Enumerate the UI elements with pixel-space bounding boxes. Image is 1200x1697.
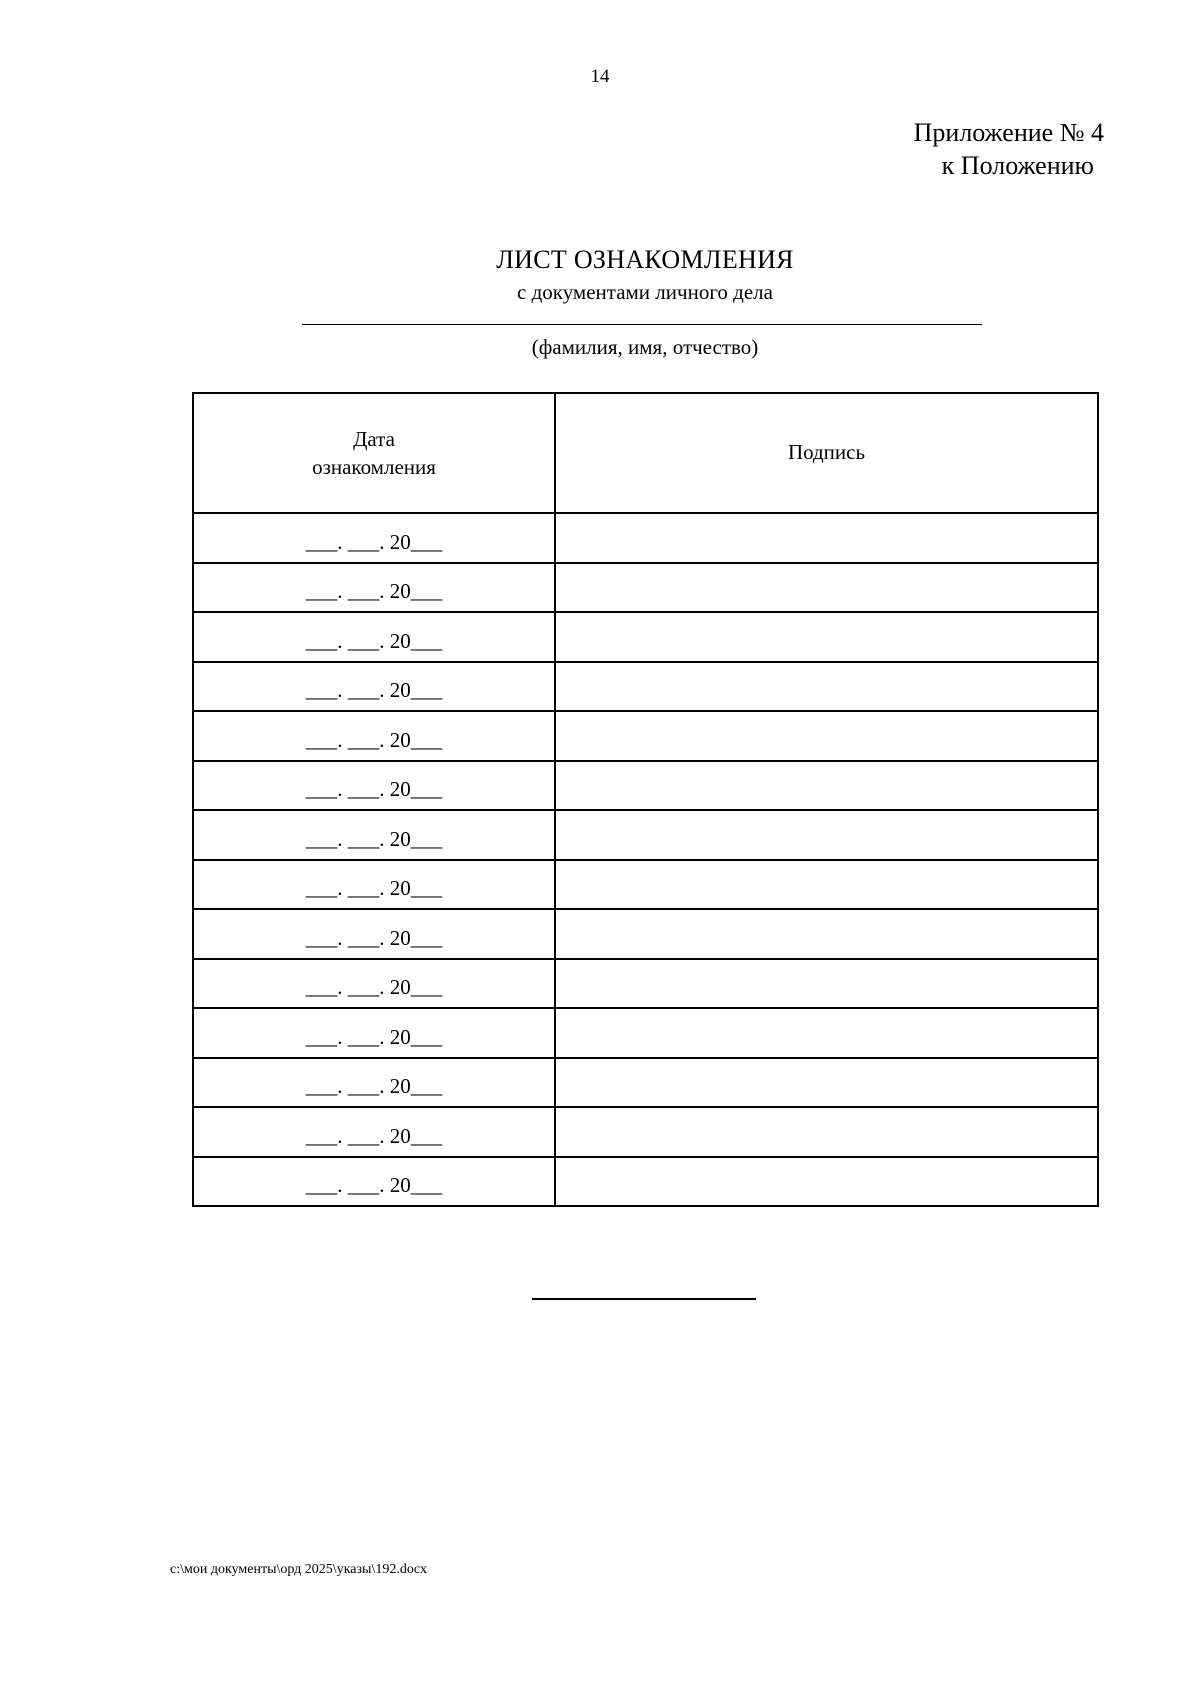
date-blank-pattern: ___. ___. 20___ <box>305 876 443 901</box>
signature-cell[interactable] <box>555 711 1098 761</box>
date-header-line2: ознакомления <box>312 455 436 479</box>
signature-cell[interactable] <box>555 1157 1098 1207</box>
signature-cell[interactable] <box>555 959 1098 1009</box>
signature-cell[interactable] <box>555 612 1098 662</box>
date-cell <box>193 1107 555 1157</box>
date-cell <box>193 563 555 613</box>
table-row <box>193 810 1098 860</box>
date-header-line1: Дата <box>353 427 395 451</box>
date-cell <box>193 662 555 712</box>
date-cell <box>193 860 555 910</box>
appendix-subtitle: к Положению <box>941 151 1094 180</box>
document-subtitle: с документами личного дела <box>517 280 773 304</box>
date-blank-pattern: ___. ___. 20___ <box>305 1024 443 1049</box>
signature-column-header: Подпись <box>555 393 1098 513</box>
table-row <box>193 711 1098 761</box>
table-row <box>193 1107 1098 1157</box>
appendix-title: Приложение № 4 <box>913 118 1104 147</box>
full-name-blank-line <box>302 324 982 325</box>
table-row <box>193 1008 1098 1058</box>
table-row <box>193 612 1098 662</box>
signature-cell[interactable] <box>555 860 1098 910</box>
table-row <box>193 761 1098 811</box>
table-row <box>193 563 1098 613</box>
table-row <box>193 1157 1098 1207</box>
table-row <box>193 662 1098 712</box>
signature-cell[interactable] <box>555 810 1098 860</box>
date-cell <box>193 612 555 662</box>
date-cell <box>193 711 555 761</box>
date-cell <box>193 1058 555 1108</box>
date-cell <box>193 810 555 860</box>
appendix-block <box>914 116 1104 182</box>
signature-cell[interactable] <box>555 1008 1098 1058</box>
page-number: 14 <box>590 66 610 87</box>
table-row <box>193 1058 1098 1108</box>
closing-separator-line <box>532 1298 756 1300</box>
date-blank-pattern: ___. ___. 20___ <box>305 529 443 554</box>
date-column-header <box>193 393 555 513</box>
signature-cell[interactable] <box>555 1107 1098 1157</box>
date-blank-pattern: ___. ___. 20___ <box>305 925 443 950</box>
signature-cell[interactable] <box>555 563 1098 613</box>
file-path-footer: c:\мои документы\орд 2025\указы\192.docx <box>170 1562 428 1577</box>
signature-cell[interactable] <box>555 662 1098 712</box>
table-header-row <box>193 393 1098 513</box>
table-body <box>193 513 1098 1206</box>
acknowledgement-table <box>192 392 1099 1207</box>
document-title: ЛИСТ ОЗНАКОМЛЕНИЯ <box>496 245 794 274</box>
date-blank-pattern: ___. ___. 20___ <box>305 579 443 604</box>
date-blank-pattern: ___. ___. 20___ <box>305 1123 443 1148</box>
date-blank-pattern: ___. ___. 20___ <box>305 628 443 653</box>
date-blank-pattern: ___. ___. 20___ <box>305 826 443 851</box>
date-blank-pattern: ___. ___. 20___ <box>305 678 443 703</box>
date-cell <box>193 909 555 959</box>
date-blank-pattern: ___. ___. 20___ <box>305 975 443 1000</box>
table-row <box>193 860 1098 910</box>
date-cell <box>193 1157 555 1207</box>
date-blank-pattern: ___. ___. 20___ <box>305 777 443 802</box>
date-blank-pattern: ___. ___. 20___ <box>305 1173 443 1198</box>
full-name-caption: (фамилия, имя, отчество) <box>531 335 759 359</box>
date-cell <box>193 761 555 811</box>
date-cell <box>193 1008 555 1058</box>
date-cell <box>193 513 555 563</box>
table-row <box>193 513 1098 563</box>
signature-cell[interactable] <box>555 761 1098 811</box>
table-row <box>193 909 1098 959</box>
date-cell <box>193 959 555 1009</box>
date-blank-pattern: ___. ___. 20___ <box>305 1074 443 1099</box>
table-row <box>193 959 1098 1009</box>
signature-cell[interactable] <box>555 513 1098 563</box>
signature-cell[interactable] <box>555 1058 1098 1108</box>
signature-cell[interactable] <box>555 909 1098 959</box>
date-blank-pattern: ___. ___. 20___ <box>305 727 443 752</box>
